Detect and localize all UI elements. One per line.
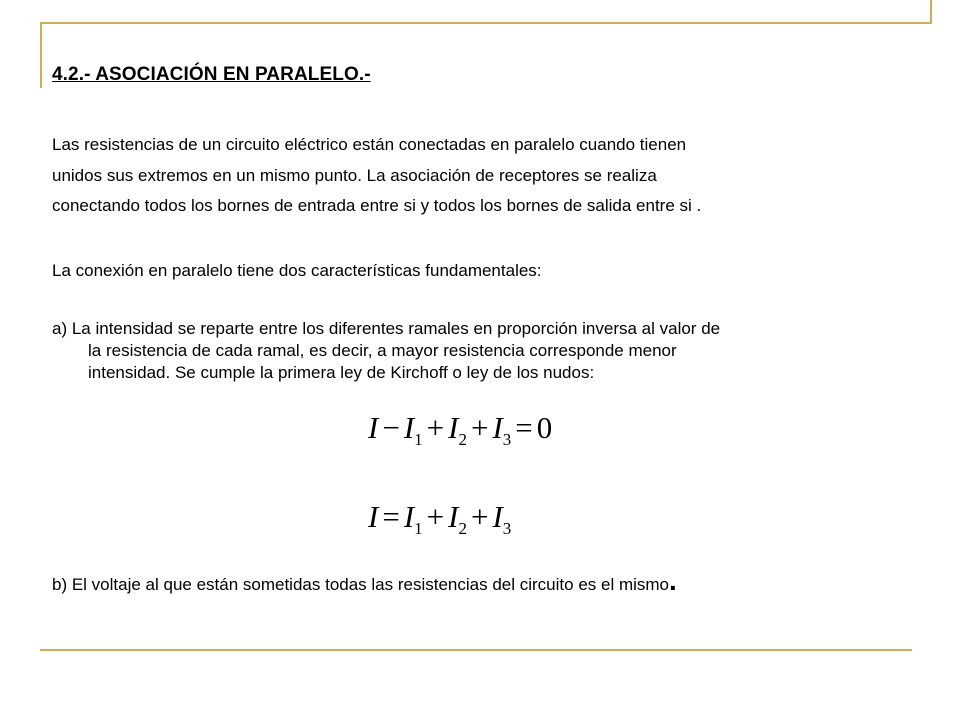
- eq-op: −: [382, 410, 400, 445]
- eq-var: I: [448, 499, 459, 534]
- item-b-period: .: [669, 565, 677, 596]
- eq-var: I: [403, 410, 415, 445]
- eq-op: =: [382, 499, 400, 534]
- eq-op: +: [470, 499, 489, 534]
- eq-var: I: [368, 410, 379, 445]
- eq-sub: 3: [502, 430, 512, 449]
- eq-sub: 2: [458, 430, 467, 449]
- item-a: [52, 318, 892, 384]
- paragraph-line: unidos sus extremos en un mismo punto. La asociación de receptores se realiza: [52, 165, 657, 185]
- item-a-line: a) La intensidad se reparte entre los diferentes ramales en proporción inversa al valor de: [52, 319, 721, 338]
- paragraph-line: Las resistencias de un circuito eléctrico están conectadas en paralelo cuando tienen: [52, 135, 687, 154]
- eq-op: =: [515, 410, 533, 445]
- right-decorative-rule: [930, 0, 932, 24]
- eq-var: I: [403, 499, 415, 534]
- item-a-line: intensidad. Se cumple la primera ley de Kirchoff o ley de los nudos:: [88, 363, 595, 382]
- eq-sub: 1: [414, 519, 423, 538]
- section-title: 4.2.- ASOCIACIÓN EN PARALELO.-: [52, 64, 371, 85]
- eq-sub: 3: [502, 519, 512, 538]
- eq-var: I: [492, 499, 503, 534]
- paragraph-definition: [52, 130, 701, 222]
- item-b-text: b) El voltaje al que están sometidas todas las resistencias del circuito es el mismo: [52, 575, 670, 594]
- bottom-decorative-rule: [40, 649, 912, 651]
- paragraph-line: conectando todos los bornes de entrada entre si y todos los bornes de salida entre si .: [52, 196, 702, 215]
- eq-var: I: [368, 499, 379, 534]
- eq-var: I: [448, 410, 459, 445]
- item-a-line: la resistencia de cada ramal, es decir, a mayor resistencia corresponde menor: [88, 341, 677, 360]
- equation-kirchhoff-zero: [368, 410, 553, 449]
- eq-op: +: [426, 499, 445, 534]
- eq-op: +: [426, 410, 445, 445]
- item-b: [52, 565, 677, 596]
- eq-op: +: [470, 410, 489, 445]
- paragraph-characteristics: La conexión en paralelo tiene dos características fundamentales:: [52, 261, 542, 280]
- left-decorative-rule: [40, 22, 42, 88]
- eq-sub: 1: [414, 430, 423, 449]
- eq-sub: 2: [458, 519, 467, 538]
- eq-var: I: [492, 410, 503, 445]
- equation-kirchhoff-sum: [368, 499, 512, 538]
- top-decorative-rule: [40, 22, 932, 24]
- eq-zero: 0: [536, 410, 553, 445]
